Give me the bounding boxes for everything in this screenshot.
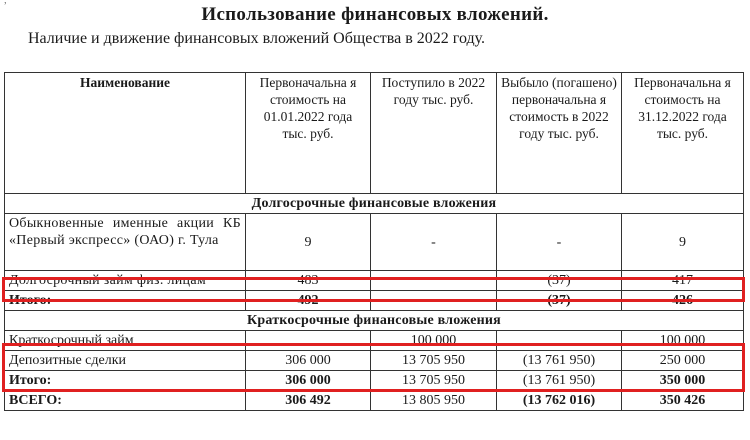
row-name: Краткосрочный займ — [5, 331, 246, 351]
header-row — [5, 73, 744, 194]
row-name: Итого: — [5, 371, 246, 391]
row-name: Итого: — [5, 291, 246, 311]
table-row — [5, 331, 744, 351]
total-row — [5, 291, 744, 311]
header-initial-cost-start: Первоначальна я стоимость на 01.01.2022 года тыс. руб. — [246, 73, 371, 194]
cell-value — [371, 291, 497, 311]
cell-value: 426 — [622, 291, 744, 311]
table-row — [5, 351, 744, 371]
cell-value: 492 — [246, 291, 371, 311]
row-name: Долгосрочный займ физ. лицам — [5, 271, 246, 291]
cell-value: (13 761 950) — [497, 371, 622, 391]
cell-value: (13 762 016) — [497, 391, 622, 411]
cell-value — [246, 331, 371, 351]
total-row — [5, 371, 744, 391]
cell-value: 13 805 950 — [371, 391, 497, 411]
cell-value: 250 000 — [622, 351, 744, 371]
document-title: Использование финансовых вложений. — [201, 4, 549, 25]
cell-value: 9 — [622, 214, 744, 271]
header-initial-cost-end: Первоначальна я стоимость на 31.12.2022 года тыс. руб. — [622, 73, 744, 194]
section-title: Краткосрочные финансовые вложения — [5, 311, 744, 331]
cell-value — [371, 271, 497, 291]
document-subtitle: Наличие и движение финансовых вложений Общества в 2022 году. — [28, 30, 486, 47]
table-row — [5, 214, 744, 271]
cell-value: 350 000 — [622, 371, 744, 391]
cell-value: - — [371, 214, 497, 271]
table-row — [5, 271, 744, 291]
cell-value: 417 — [622, 271, 744, 291]
cell-value: (13 761 950) — [497, 351, 622, 371]
row-name: Обыкновенные именные акции КБ «Первый экспресс» (ОАО) г. Тула — [5, 214, 246, 271]
cell-value: 13 705 950 — [371, 371, 497, 391]
row-name: Депозитные сделки — [5, 351, 246, 371]
section-short-term — [5, 311, 744, 331]
cell-value: (37) — [497, 291, 622, 311]
cell-value: (37) — [497, 271, 622, 291]
section-title: Долгосрочные финансовые вложения — [5, 194, 744, 214]
cell-value: 306 000 — [246, 371, 371, 391]
cell-value: 9 — [246, 214, 371, 271]
cell-value: 13 705 950 — [371, 351, 497, 371]
grand-total-row — [5, 391, 744, 411]
cell-value: 350 426 — [622, 391, 744, 411]
cell-value: 306 000 — [246, 351, 371, 371]
cell-value: 483 — [246, 271, 371, 291]
corner-mark: , — [4, 0, 7, 6]
cell-value: 306 492 — [246, 391, 371, 411]
cell-value: 100 000 — [622, 331, 744, 351]
header-disposed: Выбыло (погашено) первоначальна я стоимость в 2022 году тыс. руб. — [497, 73, 622, 194]
financial-investments-table — [4, 72, 744, 411]
cell-value — [497, 331, 622, 351]
row-name: ВСЕГО: — [5, 391, 246, 411]
cell-value: - — [497, 214, 622, 271]
header-received: Поступило в 2022 году тыс. руб. — [371, 73, 497, 194]
section-long-term — [5, 194, 744, 214]
cell-value: 100 000 — [371, 331, 497, 351]
header-name: Наименование — [5, 73, 246, 194]
